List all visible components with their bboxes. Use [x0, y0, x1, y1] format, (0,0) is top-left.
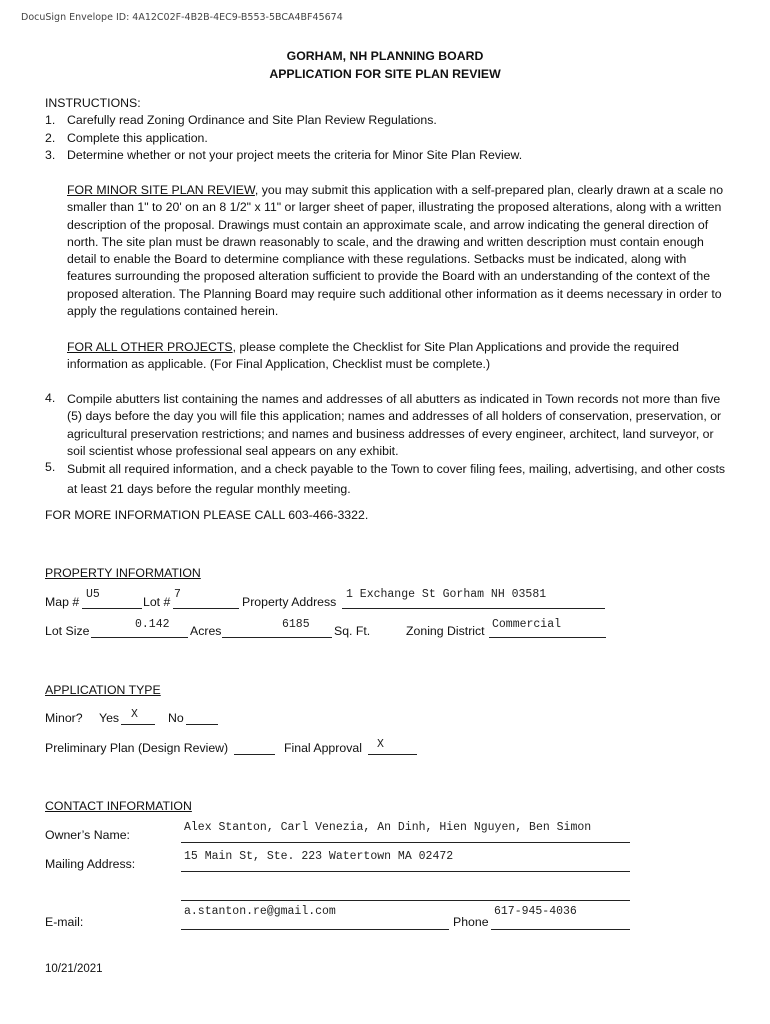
more-info-text: FOR MORE INFORMATION PLEASE CALL 603-466-3322. — [45, 508, 369, 522]
sqft-label: Sq. Ft. — [334, 624, 371, 638]
acres-value[interactable]: 0.142 — [135, 618, 170, 631]
item-text: Complete this application. — [67, 131, 208, 145]
map-value[interactable]: U5 — [86, 588, 100, 601]
application-type-heading: APPLICATION TYPE — [45, 683, 161, 697]
contact-heading: CONTACT INFORMATION — [45, 799, 192, 813]
item-number: 3. — [45, 148, 56, 162]
item-5-number: 5. — [45, 460, 56, 474]
page-subtitle: APPLICATION FOR SITE PLAN REVIEW — [269, 67, 501, 81]
minor-label: Minor? — [45, 711, 83, 725]
sqft-value[interactable]: 6185 — [282, 618, 310, 631]
zoning-field-line[interactable] — [489, 637, 606, 638]
lot-size-label: Lot Size — [45, 624, 90, 638]
instruction-item-4: Compile abutters list containing the names and addresses of all abutters as indicated in Town records not more than five (5) days before the day you will file this application; names and addresses of all holders of conservation, preservation, or agricultural preservation restrictions; and names and business addresses of every engineer, architect, land surveyor, or soil scientist whose professional seal appears on any exhibit. — [67, 392, 722, 458]
lot-value[interactable]: 7 — [174, 588, 181, 601]
property-heading: PROPERTY INFORMATION — [45, 566, 201, 580]
phone-field-line[interactable] — [491, 929, 630, 930]
sqft-field-line[interactable] — [222, 637, 332, 638]
item-text: Carefully read Zoning Ordinance and Site Plan Review Regulations. — [67, 113, 437, 127]
yes-field-line[interactable] — [121, 724, 155, 725]
lot-label: Lot # — [143, 595, 171, 609]
minor-review-paragraph — [67, 182, 727, 320]
email-label: E-mail: — [45, 915, 84, 929]
minor-review-text: , you may submit this application with a self-prepared plan, clearly drawn at a scale no smaller than 1" to 20' on an 8 1/2" x 11" or larger sheet of paper, illustrating the proposed alterations, along with a written description of the proposal. Drawings must contain an approximate scale, and arrow indicating the general direction of north. The site plan must be drawn reasonably to scale, and the drawing and written description must contain enough detail to enable the Board to determine compliance with these regulations. Setbacks must be indicated, along with features surrounding the proposed alteration sufficient to provide the Board with an understanding of the context of the proposed alteration. The Planning Board may require such additional other information as it deems necessary in order to apply the regulations contained herein. — [67, 183, 724, 319]
mailing-address-label: Mailing Address: — [45, 857, 136, 871]
mailing-field-line-2[interactable] — [181, 900, 630, 901]
item-number: 2. — [45, 131, 56, 145]
mailing-field-line[interactable] — [181, 871, 630, 872]
phone-label: Phone — [453, 915, 489, 929]
email-value[interactable]: a.stanton.re@gmail.com — [184, 905, 336, 918]
property-address-value[interactable]: 1 Exchange St Gorham NH 03581 — [346, 588, 547, 601]
no-field-line[interactable] — [186, 724, 218, 725]
map-label: Map # — [45, 595, 80, 609]
item-number: 1. — [45, 113, 56, 127]
instruction-item-1 — [45, 113, 437, 127]
yes-label: Yes — [99, 711, 120, 725]
footer-date: 10/21/2021 — [45, 963, 103, 975]
instruction-item-3 — [45, 148, 522, 162]
final-approval-mark[interactable]: X — [377, 738, 384, 751]
zoning-district-value[interactable]: Commercial — [492, 618, 562, 631]
owner-field-line[interactable] — [181, 842, 630, 843]
acres-field-line[interactable] — [91, 637, 188, 638]
final-field-line[interactable] — [368, 754, 417, 755]
mailing-address-value[interactable]: 15 Main St, Ste. 223 Watertown MA 02472 — [184, 850, 454, 863]
other-projects-text: , please complete the Checklist for Site Plan Applications and provide the required information as applicable. (For Final Application, Checklist must be complete.) — [67, 340, 679, 372]
yes-mark[interactable]: X — [131, 708, 138, 721]
zoning-district-label: Zoning District — [406, 624, 485, 638]
item-4-number: 4. — [45, 391, 56, 405]
minor-review-heading: FOR MINOR SITE PLAN REVIEW — [67, 183, 255, 197]
preliminary-field-line[interactable] — [234, 754, 275, 755]
address-field-line[interactable] — [342, 608, 605, 609]
final-approval-label: Final Approval — [284, 741, 362, 755]
lot-field-line[interactable] — [173, 608, 239, 609]
phone-value[interactable]: 617-945-4036 — [494, 905, 577, 918]
owner-name-value[interactable]: Alex Stanton, Carl Venezia, An Dinh, Hien Nguyen, Ben Simon — [184, 821, 592, 834]
instruction-item-2 — [45, 131, 208, 145]
property-address-label: Property Address — [242, 595, 337, 609]
envelope-id: DocuSign Envelope ID: 4A12C02F-4B2B-4EC9-B553-5BCA4BF45674 — [21, 12, 343, 23]
acres-label: Acres — [190, 624, 222, 638]
no-label: No — [168, 711, 184, 725]
owner-name-label: Owner’s Name: — [45, 828, 130, 842]
other-projects-paragraph — [67, 339, 727, 374]
instruction-item-5: Submit all required information, and a check payable to the Town to cover filing fees, mailing, advertising, and other costs at least 21 days before the regular monthly meeting. — [67, 462, 726, 496]
page-title: GORHAM, NH PLANNING BOARD — [286, 49, 484, 63]
instructions-heading: INSTRUCTIONS: — [45, 96, 141, 110]
other-projects-heading: FOR ALL OTHER PROJECTS — [67, 340, 233, 354]
email-field-line[interactable] — [181, 929, 449, 930]
map-field-line[interactable] — [82, 608, 142, 609]
preliminary-plan-label: Preliminary Plan (Design Review) — [45, 741, 229, 755]
item-text: Determine whether or not your project meets the criteria for Minor Site Plan Review. — [67, 148, 523, 162]
